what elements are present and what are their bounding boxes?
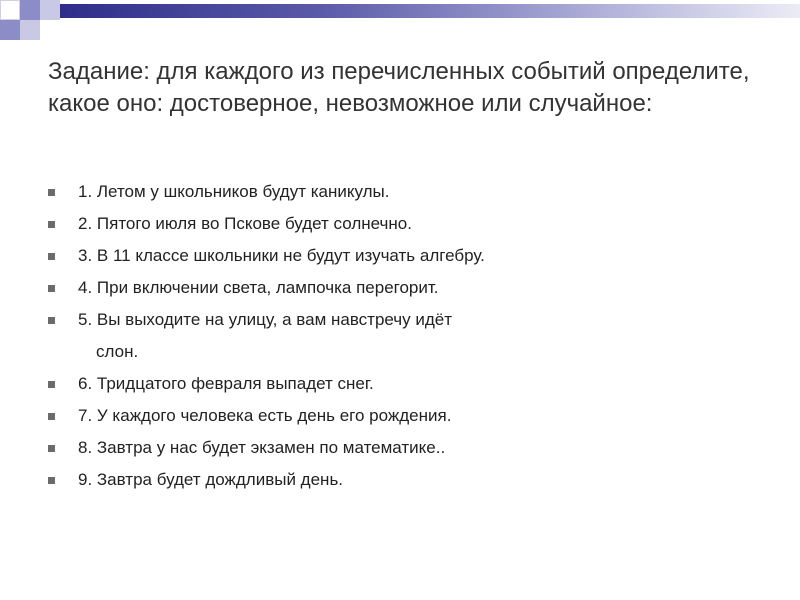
list-item-text: 1. Летом у школьников будут каникулы. (78, 182, 390, 201)
square-bullet-icon (48, 381, 55, 388)
square-bullet-icon (48, 285, 55, 292)
list-item-text: 9. Завтра будет дождливый день. (78, 470, 344, 489)
square-bullet-icon (48, 413, 55, 420)
square-bullet-icon (48, 253, 55, 260)
decor-square (20, 0, 40, 20)
list-item (48, 400, 748, 432)
decor-square (20, 20, 40, 40)
list-item-text: 6. Тридцатого февраля выпадет снег. (78, 374, 374, 393)
list-item (48, 272, 748, 304)
list-item-text: слон. (96, 342, 139, 361)
list-item-text: 5. Вы выходите на улицу, а вам навстречу идёт (78, 310, 453, 329)
list-item (48, 208, 748, 240)
list-item-text: 7. У каждого человека есть день его рождения. (78, 406, 452, 425)
slide-title: Задание: для каждого из перечисленных событий определите, какое оно: достоверное, невозможное или случайное: (48, 58, 750, 117)
header-gradient-bar (60, 4, 800, 18)
list-item-text: 8. Завтра у нас будет экзамен по математике.. (78, 438, 446, 457)
list-item (48, 304, 748, 336)
list-item-text: 3. В 11 классе школьники не будут изучать алгебру. (78, 246, 485, 265)
decor-square (0, 0, 20, 20)
square-bullet-icon (48, 221, 55, 228)
square-bullet-icon (48, 317, 55, 324)
list-item (48, 176, 748, 208)
event-list (48, 176, 748, 496)
decor-square (0, 20, 20, 40)
square-bullet-icon (48, 477, 55, 484)
decor-square (40, 0, 60, 20)
list-item (48, 240, 748, 272)
list-item-text: 2. Пятого июля во Пскове будет солнечно. (78, 214, 412, 233)
list-item (48, 368, 748, 400)
square-bullet-icon (48, 189, 55, 196)
square-bullet-icon (48, 445, 55, 452)
list-item (48, 464, 748, 496)
list-item (48, 432, 748, 464)
list-item-text: 4. При включении света, лампочка перегорит. (78, 278, 439, 297)
list-item-continuation (48, 336, 748, 368)
